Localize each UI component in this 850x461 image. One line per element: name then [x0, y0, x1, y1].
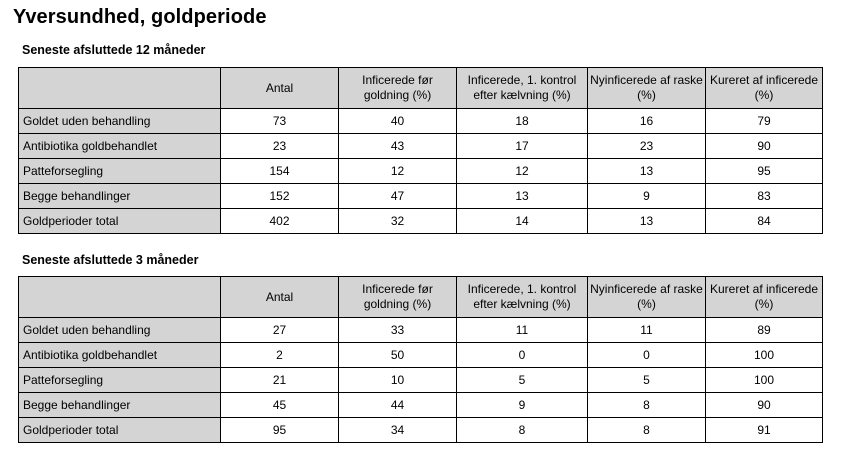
cell-antal: 154: [221, 159, 339, 184]
row-label: Goldperioder total: [19, 418, 221, 443]
table-header-row: [19, 277, 823, 318]
header-inficerede-1-kontrol: Inficerede, 1. kontrol efter kælvning (%): [457, 277, 588, 318]
cell-inficerede-foer-goldning: 43: [339, 134, 457, 159]
cell-inficerede-foer-goldning: 32: [339, 209, 457, 234]
row-label: Goldet uden behandling: [19, 318, 221, 343]
cell-inficerede-foer-goldning: 40: [339, 109, 457, 134]
cell-inficerede-foer-goldning: 33: [339, 318, 457, 343]
cell-nyinficerede: 16: [588, 109, 706, 134]
cell-kureret: 89: [706, 318, 823, 343]
cell-nyinficerede: 5: [588, 368, 706, 393]
cell-inficerede-1-kontrol: 17: [457, 134, 588, 159]
section-title-12-months: Seneste afsluttede 12 måneder: [22, 43, 206, 57]
cell-nyinficerede: 8: [588, 393, 706, 418]
cell-inficerede-1-kontrol: 18: [457, 109, 588, 134]
cell-inficerede-foer-goldning: 47: [339, 184, 457, 209]
cell-inficerede-foer-goldning: 34: [339, 418, 457, 443]
cell-inficerede-1-kontrol: 14: [457, 209, 588, 234]
cell-kureret: 100: [706, 343, 823, 368]
row-label: Goldperioder total: [19, 209, 221, 234]
table-row: [19, 159, 823, 184]
cell-kureret: 79: [706, 109, 823, 134]
table-3-months: [18, 276, 823, 443]
cell-inficerede-1-kontrol: 13: [457, 184, 588, 209]
cell-inficerede-1-kontrol: 8: [457, 418, 588, 443]
header-kureret: Kureret af inficerede (%): [706, 277, 823, 318]
cell-antal: 95: [221, 418, 339, 443]
header-empty: [19, 277, 221, 318]
cell-nyinficerede: 8: [588, 418, 706, 443]
cell-kureret: 91: [706, 418, 823, 443]
cell-antal: 402: [221, 209, 339, 234]
cell-nyinficerede: 13: [588, 159, 706, 184]
header-nyinficerede: Nyinficerede af raske (%): [588, 68, 706, 109]
cell-kureret: 84: [706, 209, 823, 234]
header-kureret: Kureret af inficerede (%): [706, 68, 823, 109]
row-label: Patteforsegling: [19, 368, 221, 393]
cell-inficerede-1-kontrol: 12: [457, 159, 588, 184]
header-inficerede-foer-goldning: Inficerede før goldning (%): [339, 277, 457, 318]
table-row: [19, 184, 823, 209]
header-inficerede-1-kontrol: Inficerede, 1. kontrol efter kælvning (%): [457, 68, 588, 109]
cell-inficerede-foer-goldning: 12: [339, 159, 457, 184]
row-label: Goldet uden behandling: [19, 109, 221, 134]
cell-nyinficerede: 0: [588, 343, 706, 368]
cell-antal: 45: [221, 393, 339, 418]
table-row: [19, 134, 823, 159]
cell-antal: 23: [221, 134, 339, 159]
table-row: [19, 418, 823, 443]
cell-inficerede-1-kontrol: 11: [457, 318, 588, 343]
cell-kureret: 90: [706, 393, 823, 418]
page-title: Yversundhed, goldperiode: [13, 6, 267, 28]
cell-kureret: 90: [706, 134, 823, 159]
cell-inficerede-foer-goldning: 50: [339, 343, 457, 368]
table-header-row: [19, 68, 823, 109]
row-label: Antibiotika goldbehandlet: [19, 134, 221, 159]
header-nyinficerede: Nyinficerede af raske (%): [588, 277, 706, 318]
cell-nyinficerede: 9: [588, 184, 706, 209]
row-label: Antibiotika goldbehandlet: [19, 343, 221, 368]
cell-antal: 27: [221, 318, 339, 343]
cell-antal: 152: [221, 184, 339, 209]
table-row: [19, 318, 823, 343]
table-row: [19, 368, 823, 393]
cell-antal: 21: [221, 368, 339, 393]
header-antal: Antal: [221, 277, 339, 318]
cell-inficerede-1-kontrol: 0: [457, 343, 588, 368]
table-row: [19, 343, 823, 368]
header-empty: [19, 68, 221, 109]
header-inficerede-foer-goldning: Inficerede før goldning (%): [339, 68, 457, 109]
table-row: [19, 393, 823, 418]
table-12-months: [18, 67, 823, 234]
cell-inficerede-foer-goldning: 44: [339, 393, 457, 418]
row-label: Begge behandlinger: [19, 393, 221, 418]
header-antal: Antal: [221, 68, 339, 109]
row-label: Patteforsegling: [19, 159, 221, 184]
table-row: [19, 109, 823, 134]
row-label: Begge behandlinger: [19, 184, 221, 209]
table-row: [19, 209, 823, 234]
cell-nyinficerede: 13: [588, 209, 706, 234]
cell-kureret: 83: [706, 184, 823, 209]
cell-inficerede-1-kontrol: 9: [457, 393, 588, 418]
cell-nyinficerede: 11: [588, 318, 706, 343]
cell-inficerede-foer-goldning: 10: [339, 368, 457, 393]
section-title-3-months: Seneste afsluttede 3 måneder: [22, 253, 199, 267]
cell-antal: 73: [221, 109, 339, 134]
cell-antal: 2: [221, 343, 339, 368]
cell-nyinficerede: 23: [588, 134, 706, 159]
cell-inficerede-1-kontrol: 5: [457, 368, 588, 393]
cell-kureret: 100: [706, 368, 823, 393]
cell-kureret: 95: [706, 159, 823, 184]
